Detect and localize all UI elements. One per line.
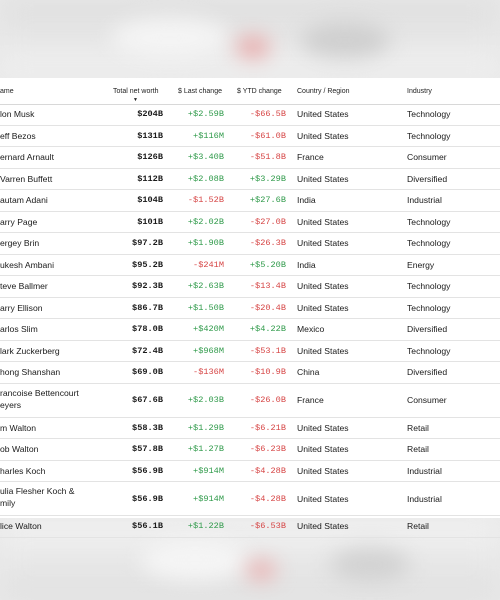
last-change-value: +$2.03B [187,395,224,405]
country-value: United States [297,173,349,184]
column-header-last-change[interactable]: $ Last change [178,88,222,95]
last-change-value: +$914M [193,465,224,476]
last-change-value: -$136M [193,367,224,378]
billionaire-name[interactable]: arry Ellison [0,302,43,313]
billionaire-name[interactable]: harles Koch [0,465,46,476]
last-change-value: +$1.27B [187,444,224,455]
blurred-background-shape [330,548,410,582]
net-worth-value: $204B [137,109,163,120]
table-row[interactable] [0,482,500,516]
country-value: France [297,395,324,405]
ytd-change-value: -$66.5B [249,109,286,120]
table-row[interactable] [0,212,500,234]
table-row[interactable] [0,190,500,212]
last-change-value: +$2.02B [187,216,224,227]
industry-value: Technology [407,302,451,313]
country-value: United States [297,422,349,433]
last-change-value: -$1.52B [187,195,224,206]
industry-value: Diversified [407,367,448,378]
country-value: France [297,152,324,163]
table-row[interactable] [0,319,500,341]
country-value: United States [297,238,349,249]
last-change-value: +$116M [193,130,224,141]
billionaire-name[interactable]: lon Musk [0,109,35,120]
blurred-background-shape [246,560,276,580]
table-row[interactable] [0,233,500,255]
ytd-change-value: +$5.20B [249,259,286,270]
net-worth-value: $95.2B [132,259,163,270]
industry-value: Consumer [407,152,447,163]
industry-value: Diversified [407,173,448,184]
ytd-change-value: -$10.9B [249,367,286,378]
billionaire-name[interactable]: autam Adani [0,195,48,206]
industry-value: Technology [407,216,451,227]
industry-value: Energy [407,259,435,270]
table-row[interactable] [0,439,500,461]
country-value: United States [297,109,349,120]
column-header-industry[interactable]: Industry [407,88,432,95]
last-change-value: +$2.08B [187,173,224,184]
billionaire-name[interactable]: ukesh Ambani [0,259,54,270]
country-value: United States [297,465,349,476]
country-value: United States [297,302,349,313]
table-row[interactable] [0,255,500,277]
billionaire-name[interactable]: lice Walton [0,521,42,532]
sort-descending-icon: ▼ [133,97,138,103]
ytd-change-value: -$13.4B [249,281,286,292]
industry-value: Industrial [407,195,442,206]
industry-value: Technology [407,281,451,292]
table-row[interactable] [0,418,500,440]
ytd-change-value: -$61.0B [249,130,286,141]
table-row[interactable] [0,298,500,320]
net-worth-value: $92.3B [132,281,163,292]
last-change-value: +$420M [193,324,224,335]
table-row[interactable] [0,147,500,169]
industry-value: Technology [407,109,451,120]
last-change-value: +$2.63B [187,281,224,292]
net-worth-value: $67.6B [132,395,163,405]
blurred-background-shape [140,540,250,580]
last-change-value: +$1.90B [187,238,224,249]
country-value: United States [297,345,349,356]
last-change-value: +$2.59B [187,109,224,120]
table-row[interactable] [0,384,500,418]
billionaire-name[interactable]: arry Page [0,216,38,227]
column-header-country[interactable]: Country / Region [297,88,350,95]
ytd-change-value: +$27.6B [249,195,286,206]
net-worth-value: $56.9B [132,493,163,504]
last-change-value: +$3.40B [187,152,224,163]
industry-value: Industrial [407,493,442,504]
table-row[interactable] [0,126,500,148]
table-row[interactable] [0,461,500,483]
net-worth-value: $126B [137,152,163,163]
country-value: United States [297,493,349,504]
ytd-change-value: -$6.21B [249,422,286,433]
billionaire-name[interactable]: ergey Brin [0,238,40,249]
blurred-background-shape [300,22,390,58]
industry-value: Technology [407,130,451,141]
net-worth-value: $56.1B [132,521,163,532]
billionaire-name[interactable]: teve Ballmer [0,281,48,292]
industry-value: Retail [407,521,429,532]
billionaire-name[interactable]: eff Bezos [0,130,36,141]
net-worth-value: $56.9B [132,465,163,476]
industry-value: Industrial [407,465,442,476]
ytd-change-value: -$4.28B [249,493,286,504]
net-worth-value: $131B [137,130,163,141]
table-row[interactable] [0,341,500,363]
net-worth-value: $101B [137,216,163,227]
column-header-name[interactable]: ame [0,88,14,95]
ytd-change-value: -$20.4B [249,302,286,313]
column-header-ytd-change[interactable]: $ YTD change [237,88,282,95]
ytd-change-value: -$26.3B [249,238,286,249]
billionaire-name[interactable]: Varren Buffett [0,173,53,184]
billionaire-name[interactable]: arlos Slim [0,324,38,335]
net-worth-value: $78.0B [132,324,163,335]
net-worth-value: $112B [137,173,163,184]
last-change-value: +$1.22B [187,521,224,532]
ytd-change-value: -$53.1B [249,345,286,356]
country-value: China [297,367,320,378]
net-worth-value: $104B [137,195,163,206]
ytd-change-value: -$6.53B [249,521,286,532]
table-row[interactable] [0,104,500,126]
ytd-change-value: -$26.0B [249,395,286,405]
ytd-change-value: -$27.0B [249,216,286,227]
billionaire-name[interactable]: m Walton [0,422,36,433]
billionaire-name[interactable]: ernard Arnault [0,152,54,163]
country-value: United States [297,444,349,455]
last-change-value: +$914M [193,493,224,504]
country-value: United States [297,281,349,292]
net-worth-value: $69.0B [132,367,163,378]
column-header-net-worth[interactable]: Total net worth [113,88,159,95]
industry-value: Diversified [407,324,448,335]
table-body [0,104,500,538]
last-change-value: -$241M [193,259,224,270]
billionaires-table [0,78,500,532]
net-worth-value: $72.4B [132,345,163,356]
table-row[interactable] [0,362,500,384]
table-header [0,78,500,105]
blurred-background-shape [236,36,270,58]
industry-value: Technology [407,345,451,356]
billionaire-name[interactable]: ob Walton [0,444,39,455]
country-value: India [297,195,316,206]
country-value: India [297,259,316,270]
billionaire-name[interactable]: lark Zuckerberg [0,345,60,356]
industry-value: Technology [407,238,451,249]
ytd-change-value: -$6.23B [249,444,286,455]
blurred-background-shape [110,18,230,58]
ytd-change-value: -$4.28B [249,465,286,476]
ytd-change-value: -$51.8B [249,152,286,163]
table-row[interactable] [0,169,500,191]
billionaire-name[interactable]: hong Shanshan [0,367,61,378]
table-row[interactable] [0,516,500,538]
last-change-value: +$1.29B [187,422,224,433]
country-value: United States [297,130,349,141]
billionaire-name[interactable]: ulia Flesher Koch & mily [0,486,75,508]
country-value: Mexico [297,324,325,335]
country-value: United States [297,521,349,532]
net-worth-value: $57.8B [132,444,163,455]
table-row[interactable] [0,276,500,298]
last-change-value: +$968M [193,345,224,356]
ytd-change-value: +$4.22B [249,324,286,335]
industry-value: Retail [407,422,429,433]
ytd-change-value: +$3.29B [249,173,286,184]
net-worth-value: $97.2B [132,238,163,249]
net-worth-value: $58.3B [132,422,163,433]
industry-value: Consumer [407,395,447,405]
last-change-value: +$1.50B [187,302,224,313]
country-value: United States [297,216,349,227]
industry-value: Retail [407,444,429,455]
billionaire-name[interactable]: rancoise Bettencourt eyers [0,387,79,410]
net-worth-value: $86.7B [132,302,163,313]
